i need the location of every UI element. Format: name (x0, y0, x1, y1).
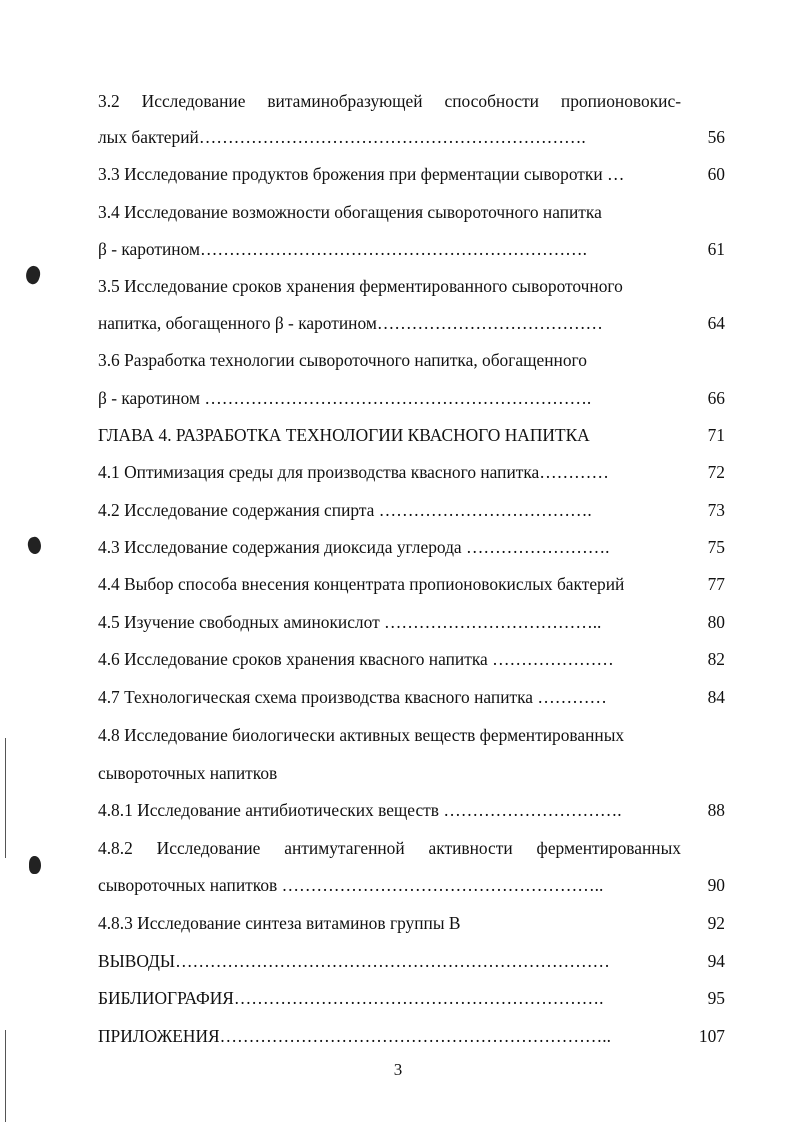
toc-entry-4-8-2-line1: 4.8.2 Исследование антимутагенной активности ферментированных (98, 838, 681, 858)
toc-chapter-4: ГЛАВА 4. РАЗРАБОТКА ТЕХНОЛОГИИ КВАСНОГО НАПИТКА (98, 425, 590, 445)
toc-conclusions: ВЫВОДЫ………………………………………………………………… (98, 951, 610, 971)
toc-entry-4-4: 4.4 Выбор способа внесения концентрата пропионовокислых бактерий (98, 574, 625, 594)
toc-entry-4-2-page: 73 (707, 500, 725, 520)
toc-entry-3-6-line1: 3.6 Разработка технологии сывороточного напитка, обогащенного (98, 350, 587, 370)
page-number: 3 (393, 1060, 403, 1079)
toc-entry-3-4-line1: 3.4 Исследование возможности обогащения сывороточного напитка (98, 202, 602, 222)
toc-appendices-page: 107 (698, 1026, 725, 1046)
scan-blot (29, 856, 41, 874)
toc-entry-4-6-page: 82 (707, 649, 725, 669)
toc-entry-3-4-page: 61 (707, 239, 725, 259)
toc-entry-4-8-1-page: 88 (707, 800, 725, 820)
toc-entry-4-7-page: 84 (707, 687, 725, 707)
toc-entry-4-1-page: 72 (707, 462, 725, 482)
toc-entry-4-8-2-page: 90 (707, 875, 725, 895)
toc-entry-4-8-3: 4.8.3 Исследование синтеза витаминов группы В (98, 913, 461, 933)
toc-entry-3-5-line2: напитка, обогащенного β - каротином………………………………… (98, 313, 603, 333)
scan-blot (23, 264, 42, 286)
toc-bibliography: БИБЛИОГРАФИЯ………………………………………………………. (98, 988, 604, 1008)
toc-entry-4-4-page: 77 (707, 574, 725, 594)
toc-entry-4-5: 4.5 Изучение свободных аминокислот ……………………………….. (98, 612, 602, 632)
toc-entry-4-3-page: 75 (707, 537, 725, 557)
toc-entry-3-3-page: 60 (707, 164, 725, 184)
toc-entry-4-1: 4.1 Оптимизация среды для производства квасного напитка………… (98, 462, 609, 482)
toc-entry-4-8-line1: 4.8 Исследование биологически активных веществ ферментированных (98, 725, 625, 745)
toc-conclusions-page: 94 (707, 951, 725, 971)
toc-bibliography-page: 95 (707, 988, 725, 1008)
toc-entry-4-7: 4.7 Технологическая схема производства квасного напитка ………… (98, 687, 607, 707)
toc-entry-3-4-line2: β - каротином…………………………………………………………. (98, 239, 587, 259)
scan-edge-line (5, 738, 6, 858)
toc-entry-3-5-line1: 3.5 Исследование сроков хранения ферментированного сывороточного (98, 276, 623, 296)
toc-entry-4-8-3-page: 92 (707, 913, 725, 933)
toc-entry-4-8-line2: сывороточных напитков (98, 763, 278, 783)
toc-entry-3-6-line2: β - каротином …………………………………………………………. (98, 388, 592, 408)
toc-entry-4-6: 4.6 Исследование сроков хранения квасного напитка ………………… (98, 649, 614, 669)
toc-entry-3-3: 3.3 Исследование продуктов брожения при ферментации сыворотки … (98, 164, 625, 184)
toc-entry-4-2: 4.2 Исследование содержания спирта ………………………………. (98, 500, 592, 520)
toc-entry-3-5-page: 64 (707, 313, 725, 333)
toc-entry-3-6-page: 66 (707, 388, 725, 408)
toc-entry-4-8-2-line2: сывороточных напитков ……………………………………………….. (98, 875, 604, 895)
toc-appendices: ПРИЛОЖЕНИЯ………………………………………………………….. (98, 1026, 611, 1046)
toc-entry-3-2-line1: 3.2 Исследование витаминобразующей способности пропионовокис- (98, 91, 681, 111)
toc-entry-4-5-page: 80 (707, 612, 725, 632)
toc-entry-4-3: 4.3 Исследование содержания диоксида углерода ……………………. (98, 537, 610, 557)
scan-blot (26, 536, 43, 556)
toc-entry-3-2-line2: лых бактерий…………………………………………………………. (98, 127, 586, 147)
toc-chapter-4-page: 71 (707, 425, 725, 445)
toc-entry-4-8-1: 4.8.1 Исследование антибиотических веществ …………………………. (98, 800, 622, 820)
toc-entry-3-2-page: 56 (707, 127, 725, 147)
